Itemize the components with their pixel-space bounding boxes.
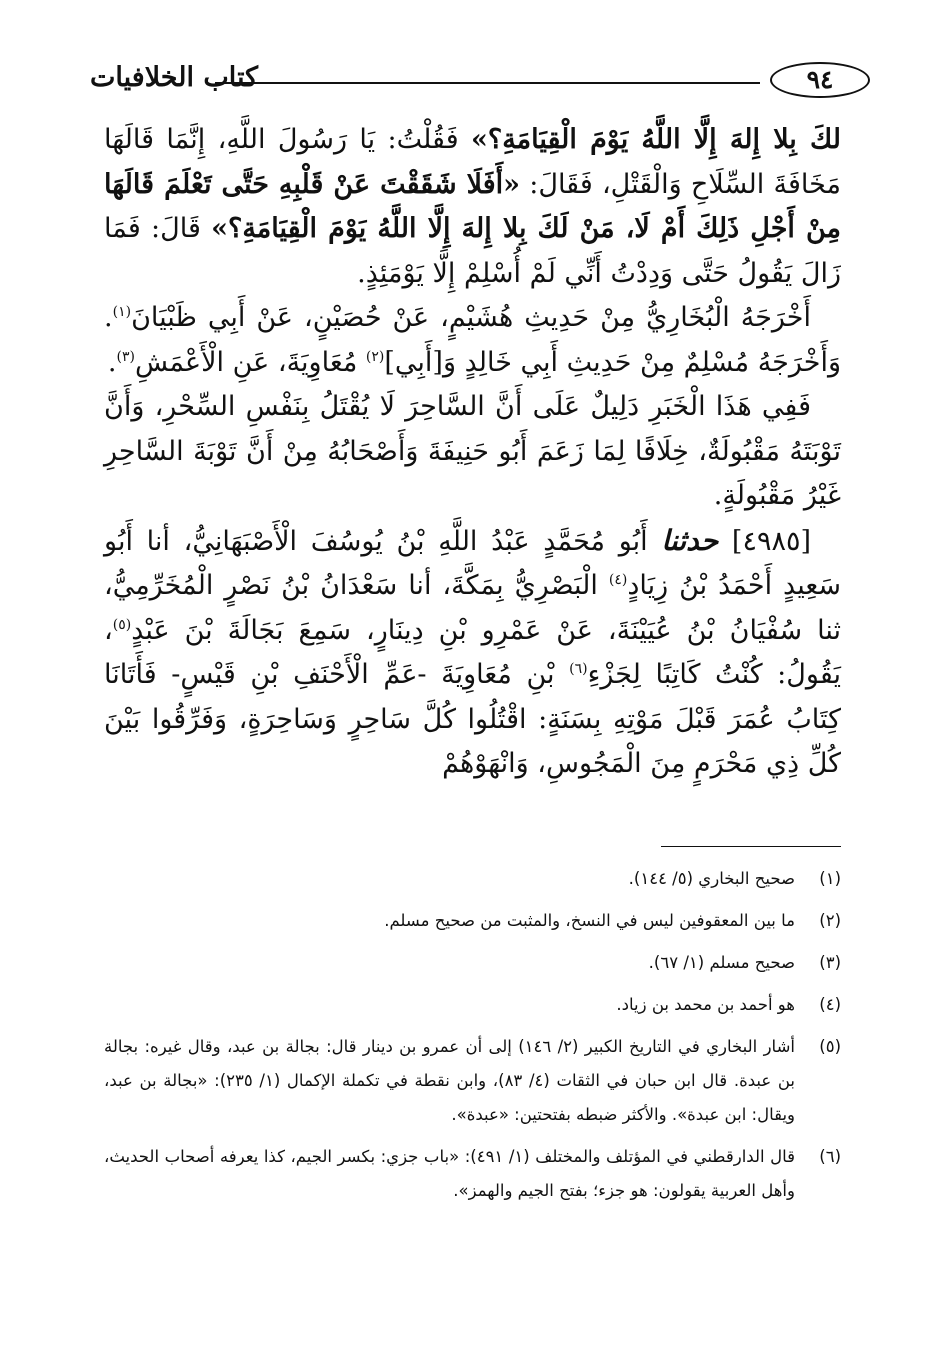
footnote-separator [661,846,841,847]
text-span: أَخْرَجَهُ الْبُخَارِيُّ مِنْ حَدِيثِ هُشَيْمٍ، عَنْ حُصَيْنٍ، عَنْ أَبِي ظَبْيَانَ [131,302,811,333]
footnote-ref: (٤) [608,572,628,588]
page-header [90,56,870,110]
footnote [104,946,841,980]
footnote-ref: (٥) [112,616,132,633]
book-title: كتاب الخلافيات [90,62,259,93]
footnote [104,862,841,896]
text-span: . وَأَخْرَجَهُ مُسْلِمٌ مِنْ حَدِيثِ أَبِي خَالِدٍ وَ[أَبِي] [104,302,841,378]
hadith-number: [٤٩٨٥] [718,525,811,557]
text-span: أَبُو مُحَمَّدٍ عَبْدُ اللَّهِ بْنُ يُوسُفَ الْأَصْبَهَانِيُّ، أنا أَبُو سَعِيدٍ أَحْمَدُ بْنُ زِيَادٍ [104,525,841,601]
footnote-number: (٢) [819,911,841,930]
footnote-ref: (٢) [365,348,385,365]
main-text [104,118,841,787]
footnote [104,904,841,938]
footnote-number: (١) [819,869,841,888]
footnote-number: (٥) [819,1037,841,1056]
footnote-ref: (٣) [116,348,135,365]
footnote-text: ما بين المعقوفين ليس في النسخ، والمثبت من صحيح مسلم. [384,911,795,930]
text-span: فَقُلْتُ: يَا رَسُولَ اللَّهِ، إِنَّمَا قَالَهَا مَخَافَةَ السِّلَاحِ وَالْقَتْلِ، فَقَالَ: [104,124,841,200]
footnote [104,988,841,1022]
paragraph-commentary: فَفِي هَذَا الْخَبَرِ دَلِيلٌ عَلَى أَنَّ السَّاحِرَ لَا يُقْتَلُ بِنَفْسِ السِّحْرِ، وَأَنَّ تَوْبَتَهُ مَقْبُولَةٌ، خِلَافًا لِمَا زَعَمَ أَبُو حَنِيفَةَ وَأَصْحَابُهُ مِنْ أَنَّ تَوْبَةَ السَّاحِرِ غَيْرُ مَقْبُولَةٍ. [104,391,841,511]
text-span: . [107,346,117,378]
text-span: مُعَاوِيَةَ، عَنِ الْأَعْمَشِ [134,346,366,378]
footnote-text: صحيح البخاري (٥/ ١٤٤). [628,869,795,888]
text-span: الْبَصْرِيُّ بِمَكَّةَ، أنا سَعْدَانُ بْنُ نَصْرٍ الْمُخَرِّمِيُّ، ثنا سُفْيَانُ بْنُ عُيَيْنَةَ، عَنْ عَمْرِو بْنِ دِينَارٍ، سَمِعَ بَجَالَةَ بْنَ عَبْدٍ [104,570,841,646]
footnote-ref: (٦) [569,661,588,677]
footnote-text: قال الدارقطني في المؤتلف والمختلف (١/ ٤٩١): «باب جزي: بكسر الجيم، كذا يعرفه أصحاب الحديث، وأهل العربية يقولون: هو جزء؛ بفتح الجيم والهمز». [104,1147,795,1200]
footnote [104,1030,841,1132]
footnote [104,1140,841,1208]
footnote-ref: (١) [112,304,132,320]
header-rule [215,82,760,84]
quote-bold: لكَ بِلا إِلهَ إِلَّا اللَّهُ يَوْمَ الْقِيَامَةِ؟» [470,124,841,155]
text-span: بْنِ مُعَاوِيَةَ -عَمِّ الْأَحْنَفِ بْنِ قَيْسٍ- فَأَتَانَا كِتَابُ عُمَرَ قَبْلَ مَوْتِهِ بِسَنَةٍ: اقْتُلُوا كُلَّ سَاحِرٍ وَسَاحِرَةٍ، وَفَرِّقُوا بَيْنَ كُلِّ ذِي مَحْرَمٍ مِنَ الْمَجُوسِ، وَانْهَوْهُمْ [104,659,841,779]
footnote-number: (٦) [819,1147,841,1166]
quote-bold: «أَفَلَا شَقَقْتَ عَنْ قَلْبِهِ حَتَّى تَعْلَمَ قَالَهَا مِنْ أَجْلِ ذَلِكَ أَمْ لَا، مَنْ لَكَ بِلا إِلهَ إِلَّا اللَّهُ يَوْمَ الْقِيَامَةِ؟» [104,168,841,244]
paragraph-takhrij [104,296,841,385]
footnote-text: صحيح مسلم (١/ ٦٧). [648,953,795,972]
paragraph-hadith-end [104,118,841,296]
page-number-badge: ٩٤ [770,62,870,98]
text-span: ، يَقُولُ: كُنْتُ كَاتِبًا لِجَزْءِ [104,614,841,690]
footnote-text: هو أحمد بن محمد بن زياد. [616,995,795,1014]
footnote-text: أشار البخاري في التاريخ الكبير (٢/ ١٤٦) إلى أن عمرو بن دينار قال: بجالة بن عبد، وقال غيره: بجالة بن عبدة. قال ابن حبان في الثقات (٤/ ٨٣)، وابن نقطة في تكملة الإكمال (١/ ٢٣٥): «بجالة بن عبد، ويقال: ابن عبدة». والأكثر ضبطه بفتحتين: «عبدة». [104,1037,796,1124]
paragraph-hadith-4985 [104,519,841,787]
haddathana-lead: حدثنا [661,523,719,557]
footnote-number: (٣) [819,953,841,972]
footnotes [104,862,841,1216]
text-span: قَالَ: فَمَا زَالَ يَقُولُ حَتَّى وَدِدْتُ أَنِّي لَمْ أُسْلِمْ إِلَّا يَوْمَئِذٍ. [104,213,841,289]
footnote-number: (٤) [819,995,841,1014]
